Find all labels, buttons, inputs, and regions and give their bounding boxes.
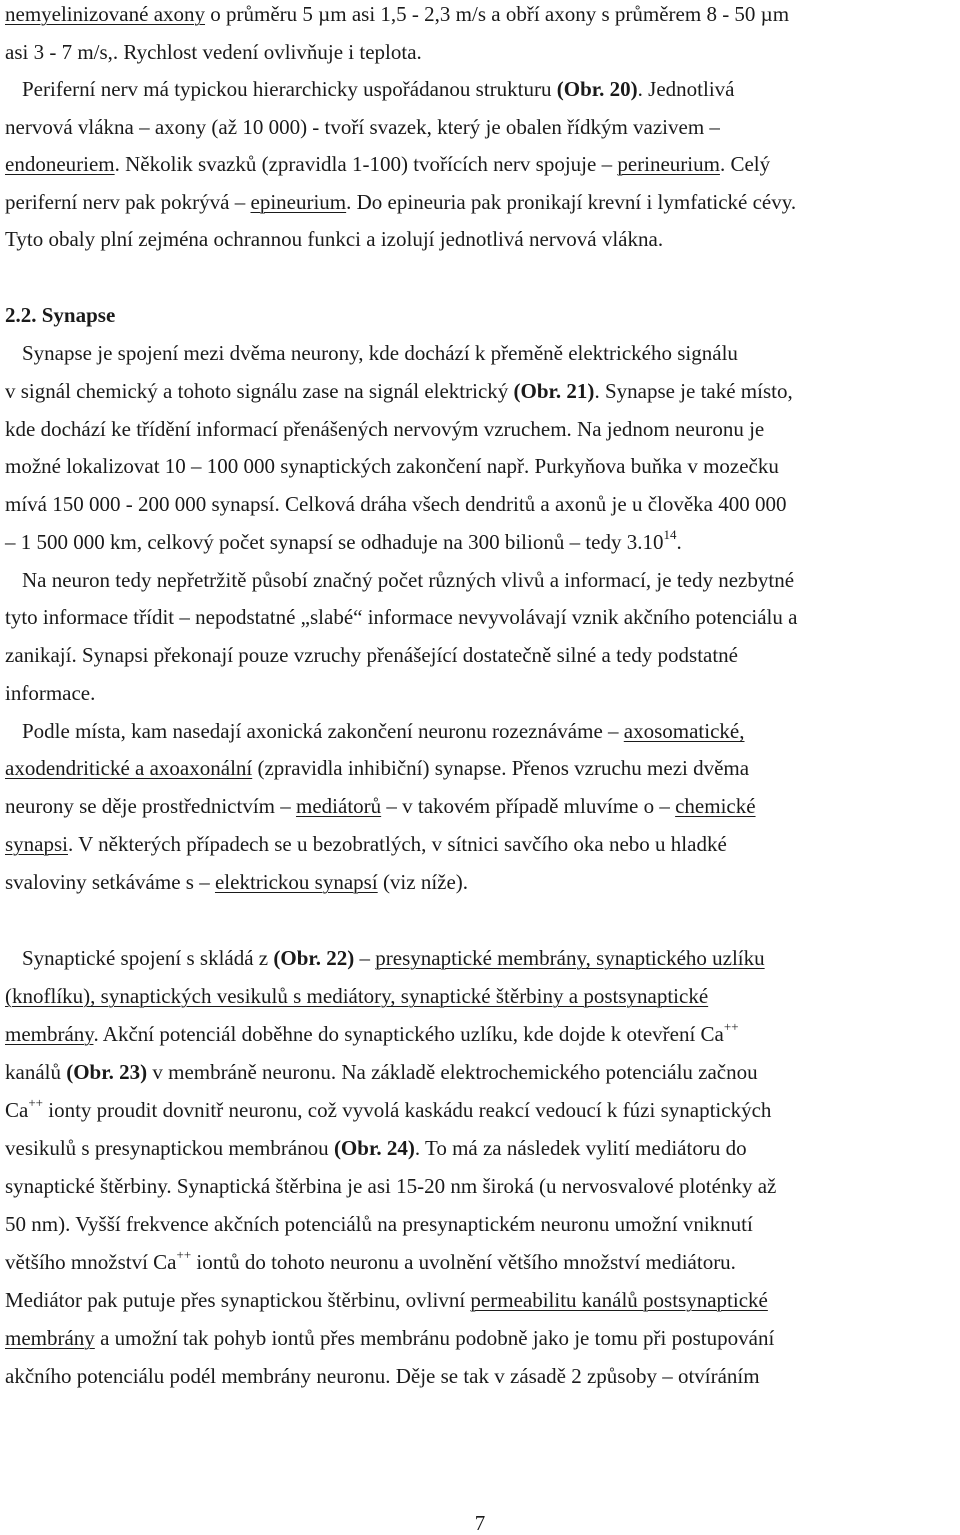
text-line: Tyto obaly plní zejména ochrannou funkci a izolují jednotlivá nervová vlákna. <box>5 227 664 251</box>
text-line: (knoflíku), synaptických vesikulů s mediátory, synaptické štěrbiny a postsynaptické <box>5 984 709 1008</box>
text-line: endoneuriem. Několik svazků (zpravidla 1-100) tvořících nerv spojuje – perineurium. Celý <box>5 152 771 176</box>
text-line: v signál chemický a tohoto signálu zase na signál elektrický (Obr. 21). Synapse je také místo, <box>5 379 793 403</box>
text-line: informace. <box>5 681 96 705</box>
text-line: kanálů (Obr. 23) v membráně neuronu. Na základě elektrochemického potenciálu začnou <box>5 1060 758 1084</box>
text-line: periferní nerv pak pokrývá – epineurium. Do epineuria pak pronikají krevní i lymfatické cévy. <box>5 190 797 214</box>
text-line: vesikulů s presynaptickou membránou (Obr. 24). To má za následek vylití mediátoru do <box>5 1136 747 1160</box>
text-line: Ca++ ionty proudit dovnitř neuronu, což vyvolá kaskádu reakcí vedoucí k fúzi synaptických <box>5 1095 772 1122</box>
text-line: Periferní nerv má typickou hierarchicky uspořádanou strukturu (Obr. 20). Jednotlivá <box>22 77 735 101</box>
text-line: svaloviny setkáváme s – elektrickou synapsí (viz níže). <box>5 870 469 894</box>
text-line: Synapse je spojení mezi dvěma neurony, kde dochází k přeměně elektrického signálu <box>22 341 738 365</box>
text-line: zanikají. Synapsi překonají pouze vzruchy přenášející dostatečně silné a tedy podstatné <box>5 643 739 667</box>
text-line: nemyelinizované axony o průměru 5 µm asi 1,5 - 2,3 m/s a obří axony s průměrem 8 - 50 µm <box>5 2 790 26</box>
text-line: asi 3 - 7 m/s,. Rychlost vedení ovlivňuje i teplota. <box>5 40 422 64</box>
text-line: většího množství Ca++ iontů do tohoto neuronu a uvolnění většího množství mediátoru. <box>5 1247 736 1274</box>
text-line: Synaptické spojení s skládá z (Obr. 22) – presynaptické membrány, synaptického uzlíku <box>22 946 765 970</box>
text-line: axodendritické a axoaxonální (zpravidla inhibiční) synapse. Přenos vzruchu mezi dvěma <box>5 756 750 780</box>
text-line: akčního potenciálu podél membrány neuronu. Děje se tak v zásadě 2 způsoby – otvíráním <box>5 1364 760 1388</box>
text-line: neurony se děje prostřednictvím – mediátorů – v takovém případě mluvíme o – chemické <box>5 794 756 818</box>
text-line: možné lokalizovat 10 – 100 000 synaptických zakončení např. Purkyňova buňka v mozečku <box>5 454 779 478</box>
text-line: Podle místa, kam nasedají axonická zakončení neuronu rozeznáváme – axosomatické, <box>22 719 745 743</box>
text-line: Mediátor pak putuje přes synaptickou štěrbinu, ovlivní permeabilitu kanálů postsynaptické <box>5 1288 768 1312</box>
text-line: membrány. Akční potenciál doběhne do synaptického uzlíku, kde dojde k otevření Ca++ <box>5 1019 739 1046</box>
text-line: membrány a umožní tak pohyb iontů přes membránu podobně jako je tomu při postupování <box>5 1326 775 1350</box>
text-line: synaptické štěrbiny. Synaptická štěrbina je asi 15-20 nm široká (u nervosvalové ploténky až <box>5 1174 777 1198</box>
text-line: synapsi. V některých případech se u bezobratlých, v sítnici savčího oka nebo u hladké <box>5 832 727 856</box>
text-line: 50 nm). Vyšší frekvence akčních potenciálů na presynaptickém neuronu umožní vniknutí <box>5 1212 753 1236</box>
text-line: – 1 500 000 km, celkový počet synapsí se odhaduje na 300 bilionů – tedy 3.10$^{14}$. <box>5 527 682 554</box>
text-line: nervová vlákna – axony (až 10 000) - tvoří svazek, který je obalen řídkým vazivem – <box>5 115 720 139</box>
text-line: tyto informace třídit – nepodstatné „slabé“ informace nevyvolávají vznik akčního potenciálu a <box>5 605 798 629</box>
section-heading: 2.2. Synapse <box>5 303 116 327</box>
text-line: mívá 150 000 - 200 000 synapsí. Celková dráha všech dendritů a axonů je u člověka 400 000 <box>5 492 787 516</box>
text-line: kde dochází ke třídění informací přenášených nervovým vzruchem. Na jednom neuronu je <box>5 417 765 441</box>
text-line: Na neuron tedy nepřetržitě působí značný počet různých vlivů a informací, je tedy nezbytné <box>22 568 795 592</box>
page-number: 7 <box>474 1511 486 1535</box>
